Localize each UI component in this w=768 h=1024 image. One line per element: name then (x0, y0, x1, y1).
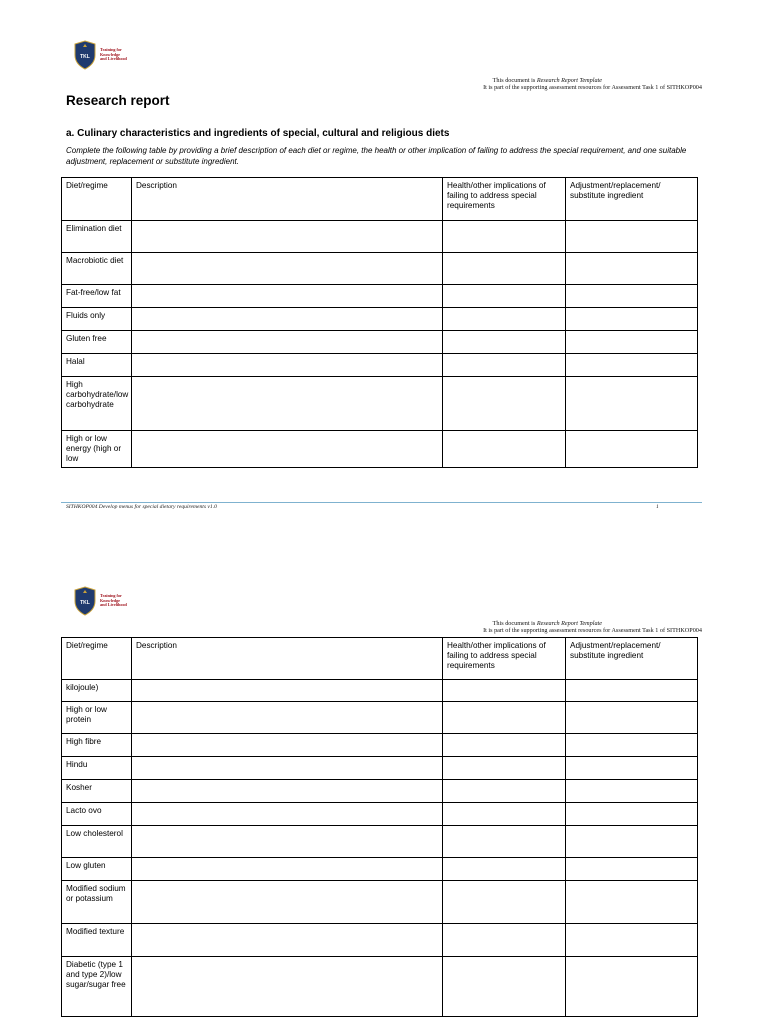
description-cell[interactable] (132, 924, 443, 957)
description-cell[interactable] (132, 803, 443, 826)
adjustment-cell[interactable] (566, 354, 698, 377)
diet-cell: High carbohydrate/low carbohydrate (62, 377, 132, 431)
table-row (62, 924, 698, 957)
logo-badge: TKL (80, 54, 90, 60)
description-cell[interactable] (132, 881, 443, 924)
description-cell[interactable] (132, 957, 443, 1017)
header-health: Health/other implications of failing to address special requirements (443, 178, 566, 221)
description-cell[interactable] (132, 757, 443, 780)
header-description: Description (132, 178, 443, 221)
health-cell[interactable] (443, 924, 566, 957)
company-logo (74, 586, 127, 616)
health-cell[interactable] (443, 757, 566, 780)
diet-cell: Diabetic (type 1 and type 2)/low sugar/sugar free (62, 957, 132, 1017)
table-row (62, 702, 698, 734)
health-cell[interactable] (443, 957, 566, 1017)
adjustment-cell[interactable] (566, 803, 698, 826)
description-cell[interactable] (132, 331, 443, 354)
footer-divider (61, 502, 702, 503)
diet-cell: Fat-free/low fat (62, 285, 132, 308)
description-cell[interactable] (132, 354, 443, 377)
company-logo (74, 40, 127, 70)
adjustment-cell[interactable] (566, 826, 698, 858)
header-health: Health/other implications of failing to address special requirements (443, 638, 566, 680)
diet-cell: Gluten free (62, 331, 132, 354)
header-description: Description (132, 638, 443, 680)
health-cell[interactable] (443, 253, 566, 285)
adjustment-cell[interactable] (566, 957, 698, 1017)
table-row (62, 221, 698, 253)
adjustment-cell[interactable] (566, 780, 698, 803)
table-row (62, 734, 698, 757)
adjustment-cell[interactable] (566, 331, 698, 354)
diet-cell: Kosher (62, 780, 132, 803)
table-header-row (62, 178, 698, 221)
table-row (62, 253, 698, 285)
table-header-row (62, 638, 698, 680)
instructions: Complete the following table by providing a brief description of each diet or regime, the health or other implication of failing to address the special requirement, and one suitable adjustment, replacement or substitute ingredient. (66, 146, 687, 166)
description-cell[interactable] (132, 377, 443, 431)
adjustment-cell[interactable] (566, 377, 698, 431)
logo-text: Training for Knowledge and Livelihood (100, 46, 127, 62)
diet-cell: Low gluten (62, 858, 132, 881)
health-cell[interactable] (443, 881, 566, 924)
diet-cell: Modified texture (62, 924, 132, 957)
health-cell[interactable] (443, 803, 566, 826)
diet-cell: Hindu (62, 757, 132, 780)
table-row (62, 285, 698, 308)
adjustment-cell[interactable] (566, 253, 698, 285)
description-cell[interactable] (132, 826, 443, 858)
health-cell[interactable] (443, 702, 566, 734)
description-cell[interactable] (132, 734, 443, 757)
adjustment-cell[interactable] (566, 285, 698, 308)
diet-cell: Low cholesterol (62, 826, 132, 858)
document-note: This document is Research Report Template It is part of the supporting assessment resources for Assessment Task 1 of SITHKOP004 (483, 620, 702, 635)
page-title: Research report (66, 93, 170, 108)
description-cell[interactable] (132, 285, 443, 308)
description-cell[interactable] (132, 221, 443, 253)
diet-cell: High or low protein (62, 702, 132, 734)
diet-cell: High fibre (62, 734, 132, 757)
table-row (62, 431, 698, 468)
adjustment-cell[interactable] (566, 858, 698, 881)
diet-cell: kilojoule) (62, 680, 132, 702)
table-row (62, 780, 698, 803)
description-cell[interactable] (132, 680, 443, 702)
table-row (62, 757, 698, 780)
page-number: 1 (656, 504, 659, 510)
health-cell[interactable] (443, 780, 566, 803)
adjustment-cell[interactable] (566, 221, 698, 253)
health-cell[interactable] (443, 221, 566, 253)
diet-cell: Halal (62, 354, 132, 377)
diet-table-page2 (61, 637, 698, 1017)
table-row (62, 331, 698, 354)
health-cell[interactable] (443, 734, 566, 757)
adjustment-cell[interactable] (566, 881, 698, 924)
table-row (62, 881, 698, 924)
adjustment-cell[interactable] (566, 431, 698, 468)
adjustment-cell[interactable] (566, 924, 698, 957)
header-diet: Diet/regime (62, 178, 132, 221)
table-row (62, 354, 698, 377)
header-adjustment: Adjustment/replacement/ substitute ingredient (566, 178, 698, 221)
health-cell[interactable] (443, 680, 566, 702)
health-cell[interactable] (443, 308, 566, 331)
diet-table-page1 (61, 177, 698, 468)
diet-cell: Fluids only (62, 308, 132, 331)
adjustment-cell[interactable] (566, 757, 698, 780)
health-cell[interactable] (443, 826, 566, 858)
shield-logo-icon (74, 586, 96, 616)
shield-logo-icon (74, 40, 96, 70)
footer-text: SITHKOP004 Develop menus for special dietary requirements v1.0 (66, 504, 217, 510)
description-cell[interactable] (132, 308, 443, 331)
diet-cell: High or low energy (high or low (62, 431, 132, 468)
diet-cell: Lacto ovo (62, 803, 132, 826)
adjustment-cell[interactable] (566, 734, 698, 757)
adjustment-cell[interactable] (566, 308, 698, 331)
table-row (62, 377, 698, 431)
table-row (62, 957, 698, 1017)
health-cell[interactable] (443, 858, 566, 881)
health-cell[interactable] (443, 354, 566, 377)
table-row (62, 826, 698, 858)
description-cell[interactable] (132, 431, 443, 468)
diet-cell: Modified sodium or potassium (62, 881, 132, 924)
adjustment-cell[interactable] (566, 680, 698, 702)
table-row (62, 680, 698, 702)
logo-text: Training for Knowledge and Livelihood (100, 592, 127, 608)
health-cell[interactable] (443, 285, 566, 308)
diet-cell: Elimination diet (62, 221, 132, 253)
table-row (62, 858, 698, 881)
description-cell[interactable] (132, 253, 443, 285)
description-cell[interactable] (132, 780, 443, 803)
table-row (62, 803, 698, 826)
document-note: This document is Research Report Template It is part of the supporting assessment resources for Assessment Task 1 of SITHKOP004 (483, 77, 702, 92)
health-cell[interactable] (443, 377, 566, 431)
health-cell[interactable] (443, 431, 566, 468)
table-row (62, 308, 698, 331)
diet-cell: Macrobiotic diet (62, 253, 132, 285)
section-heading: a. Culinary characteristics and ingredients of special, cultural and religious diets (66, 128, 450, 139)
health-cell[interactable] (443, 331, 566, 354)
header-adjustment: Adjustment/replacement/ substitute ingredient (566, 638, 698, 680)
adjustment-cell[interactable] (566, 702, 698, 734)
description-cell[interactable] (132, 858, 443, 881)
description-cell[interactable] (132, 702, 443, 734)
logo-badge: TKL (80, 600, 90, 606)
header-diet: Diet/regime (62, 638, 132, 680)
